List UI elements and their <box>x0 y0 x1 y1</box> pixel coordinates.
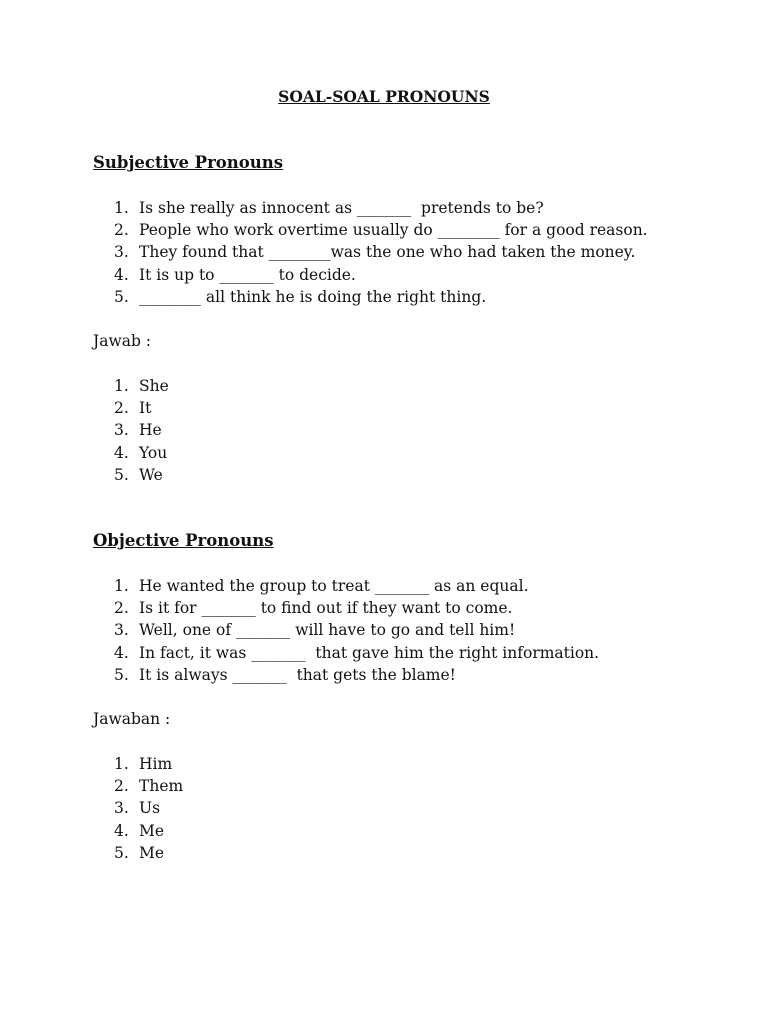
question-text: People who work overtime usually do ________ for a good reason. <box>139 221 648 240</box>
list-item <box>114 241 648 263</box>
item-number: 4. <box>114 821 129 840</box>
item-number: 4. <box>114 265 129 284</box>
list-item <box>114 664 599 686</box>
item-number: 1. <box>114 199 129 217</box>
list-item <box>114 286 648 308</box>
answer-text: She <box>139 377 169 395</box>
list-item <box>114 619 599 641</box>
answer-text: Me <box>139 843 165 862</box>
objective-answer-label: Jawaban : <box>93 710 171 728</box>
list-item <box>114 442 169 464</box>
item-number: 3. <box>114 421 129 440</box>
subjective-question-list <box>114 197 648 308</box>
item-number: 2. <box>114 599 129 618</box>
answer-text: It <box>139 399 152 418</box>
list-item <box>114 397 169 419</box>
item-number: 5. <box>114 665 129 684</box>
list-item <box>114 642 600 664</box>
subjective-answer-label: Jawab : <box>93 332 152 350</box>
objective-answer-list <box>114 753 184 864</box>
item-number: 2. <box>114 777 129 796</box>
question-text: They found that ________was the one who had taken the money. <box>139 243 636 262</box>
question-text: ________ all think he is doing the right thing. <box>139 287 487 306</box>
subjective-answer-list <box>114 375 169 486</box>
list-item <box>114 575 599 597</box>
answer-text: Us <box>139 799 161 818</box>
list-item <box>114 197 648 219</box>
item-number: 1. <box>114 377 129 395</box>
list-item <box>114 597 599 619</box>
subjective-heading: Subjective Pronouns <box>93 153 284 172</box>
list-item <box>114 419 169 441</box>
answer-text: Me <box>139 821 165 840</box>
question-text: It is always _______ that gets the blame! <box>139 665 456 684</box>
answer-text: We <box>139 465 163 484</box>
list-item <box>114 464 169 486</box>
list-item <box>114 820 183 842</box>
item-number: 2. <box>114 221 129 240</box>
list-item <box>114 842 183 864</box>
answer-text: You <box>139 443 168 462</box>
objective-heading: Objective Pronouns <box>93 531 274 550</box>
list-item <box>114 219 648 241</box>
question-text: Is it for _______ to find out if they want to come. <box>139 599 513 618</box>
question-text: In fact, it was _______ that gave him the right information. <box>139 643 600 662</box>
list-item <box>114 375 169 397</box>
answer-text: Them <box>139 777 184 796</box>
item-number: 4. <box>114 643 129 662</box>
page-title: SOAL-SOAL PRONOUNS <box>278 87 490 106</box>
list-item <box>114 775 184 797</box>
item-number: 3. <box>114 243 129 262</box>
objective-question-list <box>114 575 600 686</box>
item-number: 3. <box>114 799 129 818</box>
answer-text: Him <box>139 755 173 773</box>
item-number: 5. <box>114 465 129 484</box>
question-text: Is she really as innocent as _______ pretends to be? <box>139 199 544 217</box>
list-item <box>114 797 183 819</box>
item-number: 5. <box>114 287 129 306</box>
item-number: 4. <box>114 443 129 462</box>
item-number: 5. <box>114 843 129 862</box>
list-item <box>114 753 183 775</box>
item-number: 1. <box>114 577 129 595</box>
question-text: Well, one of _______ will have to go and tell him! <box>139 621 516 640</box>
answer-text: He <box>139 421 162 440</box>
question-text: It is up to _______ to decide. <box>139 265 356 284</box>
item-number: 3. <box>114 621 129 640</box>
item-number: 1. <box>114 755 129 773</box>
question-text: He wanted the group to treat _______ as an equal. <box>139 577 529 595</box>
item-number: 2. <box>114 399 129 418</box>
list-item <box>114 264 648 286</box>
